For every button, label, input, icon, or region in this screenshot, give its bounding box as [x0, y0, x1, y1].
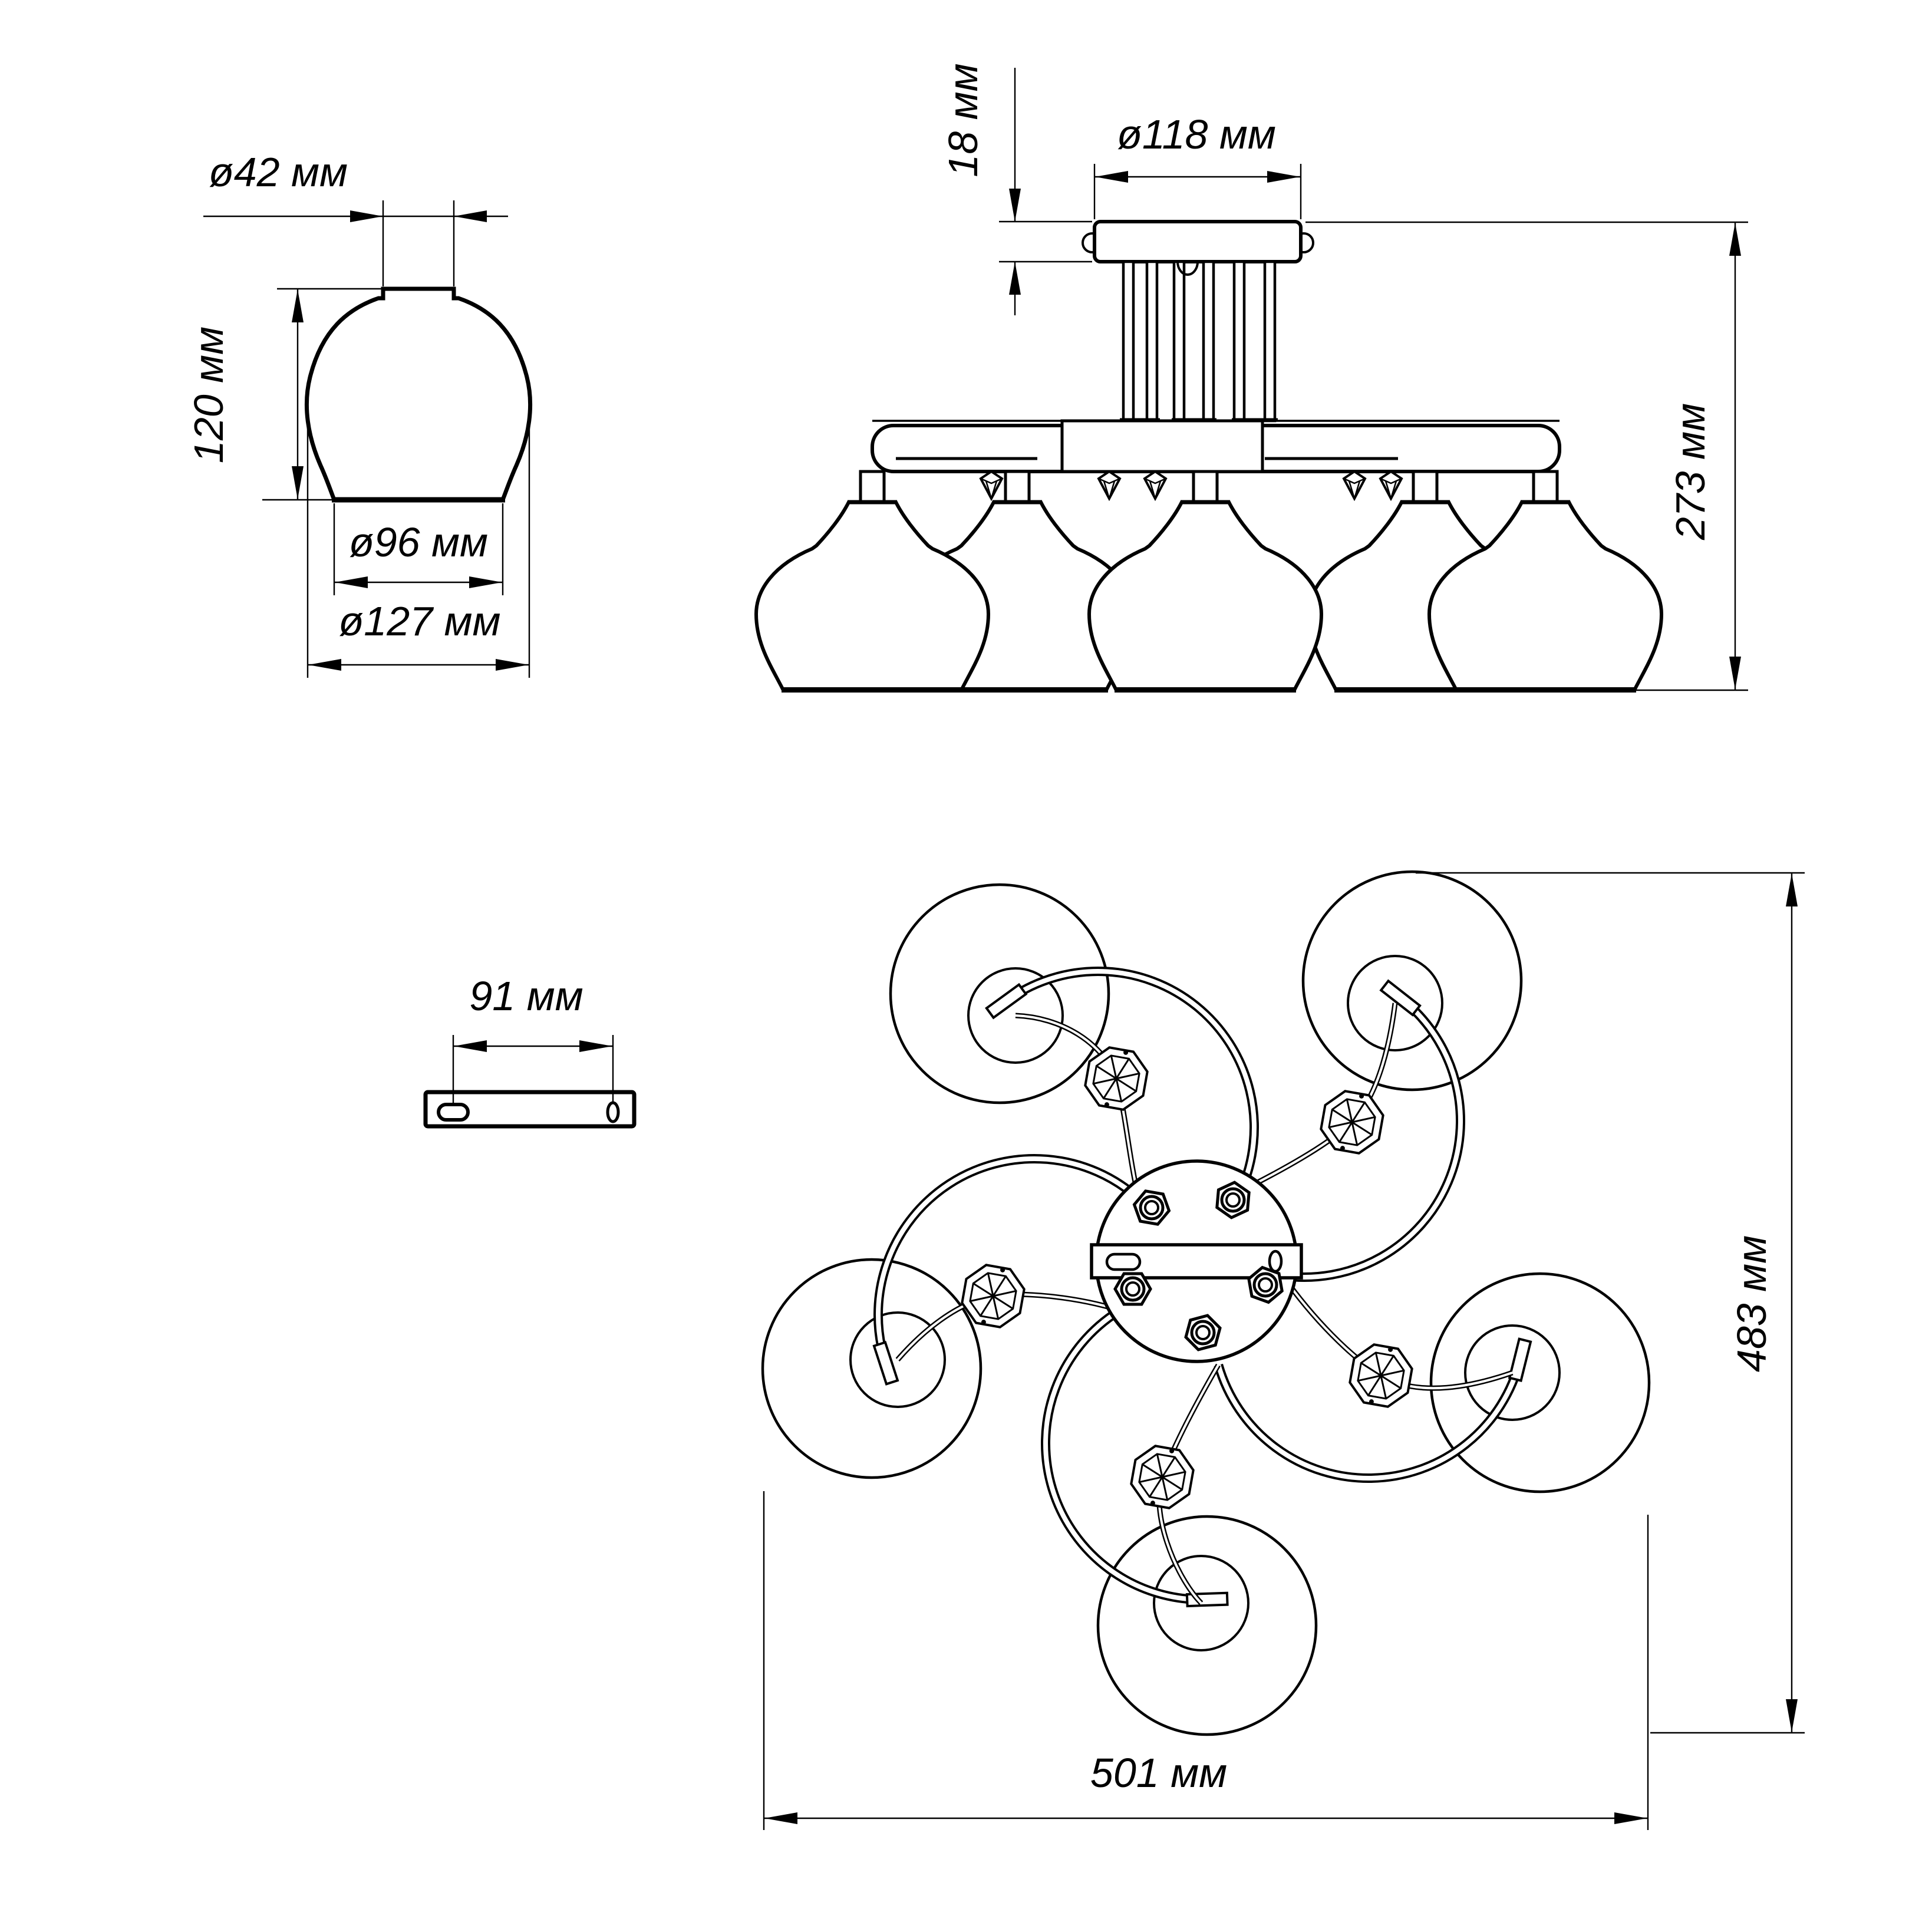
shade-detail-view — [186, 149, 530, 678]
plan-view — [763, 872, 1805, 1830]
dim-label-neck-diameter: ø42 мм — [208, 149, 348, 195]
dimension-arrowhead — [292, 466, 304, 499]
dim-label-fixture-width: 501 мм — [1090, 1750, 1228, 1796]
dimension-arrowhead — [1095, 171, 1128, 183]
dimension-arrowhead — [292, 289, 304, 322]
dim-label-canopy-height: 18 мм — [940, 63, 986, 177]
dim-label-canopy-diameter: ø118 мм — [1117, 111, 1276, 157]
dimension-arrowhead — [454, 1040, 487, 1052]
plate-hole — [1270, 1251, 1281, 1271]
crystal-dot — [1388, 1347, 1393, 1352]
dimension-arrowhead — [1729, 657, 1741, 690]
arm-bar-hub — [1062, 421, 1262, 472]
screw-center — [1145, 1201, 1158, 1214]
side-elevation-view — [756, 63, 1748, 690]
hanger-rod — [1204, 262, 1214, 421]
shade-socket-cup — [861, 472, 884, 503]
crystal-drop-icon — [1344, 472, 1365, 499]
crystal-dot — [1340, 1146, 1345, 1150]
dimension-arrowhead — [496, 659, 529, 671]
central-plate — [1092, 1161, 1301, 1361]
hanger-rod — [1265, 262, 1275, 421]
dimension-arrowhead — [1729, 223, 1741, 256]
shade-socket-cup — [1534, 472, 1557, 503]
screw-center — [1126, 1282, 1139, 1295]
screw-center — [1227, 1194, 1239, 1206]
hanger-rods — [1120, 262, 1278, 421]
dim-label-opening-diameter: ø96 мм — [348, 519, 489, 565]
shade-socket-cup — [1005, 472, 1029, 503]
crystal-drop-icon — [1145, 472, 1166, 499]
shade-socket-cup — [1413, 472, 1437, 503]
mounting-slot — [439, 1105, 468, 1120]
dimension-arrowhead — [1786, 873, 1798, 906]
hanger-rod — [1174, 262, 1184, 421]
dimension-arrowhead — [1614, 1812, 1647, 1824]
mounting-hole — [608, 1103, 618, 1122]
hanger-rod — [1147, 262, 1157, 421]
dim-label-fixture-height: 273 мм — [1667, 403, 1713, 540]
crystal-dot — [1359, 1094, 1364, 1099]
crystal-drop-icon — [1099, 472, 1120, 499]
crystal-dot — [1169, 1449, 1174, 1453]
dimension-arrowhead — [454, 210, 487, 222]
dimension-arrowhead — [1009, 189, 1021, 222]
dimension-arrowhead — [764, 1812, 797, 1824]
crystal-dot — [1369, 1399, 1374, 1404]
crystal-drop-icon — [1380, 472, 1402, 499]
shade-glass — [756, 502, 988, 689]
plate-slot — [1107, 1254, 1140, 1270]
crystal-dot — [981, 1320, 986, 1324]
side-shades — [756, 472, 1661, 690]
dimension-arrowhead — [1267, 171, 1300, 183]
dimension-arrowhead — [350, 210, 383, 222]
shade-socket-cup — [1194, 472, 1217, 503]
hanger-rod — [1123, 262, 1133, 421]
hanger-rod — [1234, 262, 1244, 421]
ceiling-canopy — [1094, 222, 1301, 262]
shade-profile — [306, 289, 530, 500]
crystal-dot — [1150, 1501, 1155, 1505]
dim-label-fixture-depth: 483 мм — [1729, 1235, 1775, 1373]
shade-glass — [1089, 502, 1321, 689]
screw-center — [1196, 1326, 1209, 1339]
dimension-arrowhead — [1786, 1699, 1798, 1732]
dimension-arrowhead — [579, 1040, 612, 1052]
mounting-bar-view — [426, 973, 634, 1126]
crystal-dot — [1123, 1050, 1128, 1055]
dim-label-shade-height: 120 мм — [186, 326, 232, 464]
dim-label-max-diameter: ø127 мм — [338, 598, 501, 644]
dimension-arrowhead — [1009, 262, 1021, 295]
dimension-arrowhead — [308, 659, 341, 671]
screw-center — [1259, 1278, 1272, 1291]
dimension-arrowhead — [335, 576, 368, 588]
crystal-drop-icon — [981, 472, 1002, 499]
crystal-dot — [1105, 1102, 1109, 1107]
dimension-arrowhead — [469, 576, 502, 588]
dim-label-hole-spacing: 91 мм — [469, 973, 583, 1019]
crystal-dot — [1000, 1268, 1005, 1272]
